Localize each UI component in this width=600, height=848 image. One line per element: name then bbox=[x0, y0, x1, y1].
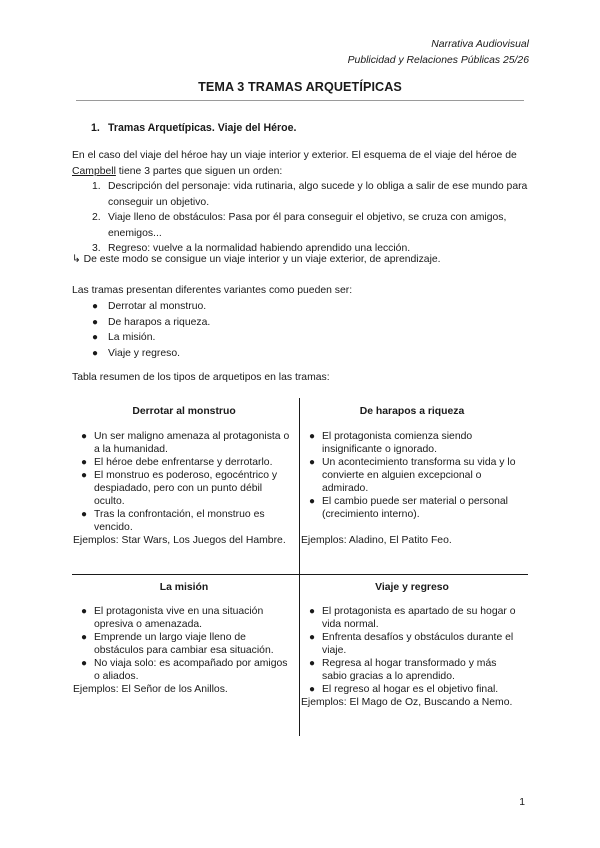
list-item bbox=[76, 508, 292, 534]
campbell-link[interactable]: Campbell bbox=[72, 165, 116, 177]
bullet-icon: ● bbox=[81, 457, 88, 468]
bullet-icon: ● bbox=[92, 316, 99, 328]
list-item bbox=[304, 495, 520, 521]
bullet-icon: ● bbox=[309, 457, 316, 468]
item-text: El cambio puede ser material o personal (crecimiento interno). bbox=[322, 496, 508, 520]
item-text: El monstruo es poderoso, egocéntrico y despiadado, pero con un punto débil oculto. bbox=[94, 470, 278, 507]
variants-intro: Las tramas presentan diferentes variantes como pueden ser: bbox=[72, 285, 353, 296]
item-text: El protagonista comienza siendo insignificante o ignorado. bbox=[322, 431, 473, 455]
step-text: Viaje lleno de obstáculos: Pasa por él para conseguir el objetivo, se cruza con amigos, enemigos... bbox=[108, 212, 507, 239]
cell-title: La misión bbox=[159, 582, 209, 593]
item-text: Tras la confrontación, el monstruo es vencido. bbox=[94, 509, 265, 533]
intro-paragraph bbox=[72, 148, 532, 179]
item-text: Emprende un largo viaje lleno de obstáculos para cambiar esa situación. bbox=[94, 632, 274, 656]
course-name: Narrativa Audiovisual bbox=[431, 39, 529, 50]
item-text: El regreso al hogar es el objetivo final. bbox=[322, 684, 499, 695]
bullet-icon: ● bbox=[81, 658, 88, 669]
item-text: Regresa al hogar transformado y más sabio gracias a lo aprendido. bbox=[322, 658, 497, 682]
bullet-icon: ● bbox=[309, 658, 316, 669]
table-cell-voyage-return bbox=[301, 581, 520, 709]
list-item bbox=[304, 430, 520, 456]
list-item bbox=[304, 605, 520, 631]
bullet-icon: ● bbox=[81, 509, 88, 520]
page-number: 1 bbox=[519, 797, 525, 808]
item-text: El héroe debe enfrentarse y derrotarlo. bbox=[94, 457, 273, 468]
bullet-icon: ● bbox=[309, 632, 316, 643]
table-intro: Tabla resumen de los tipos de arquetipos en las tramas: bbox=[72, 372, 330, 383]
bullet-icon: ● bbox=[309, 496, 316, 507]
title-divider bbox=[76, 100, 524, 101]
step-number: 1. bbox=[92, 181, 101, 192]
bullet-icon: ● bbox=[309, 684, 316, 695]
intro-text-2: tiene 3 partes que siguen un orden: bbox=[115, 165, 283, 177]
degree-name: Publicidad y Relaciones Públicas 25/26 bbox=[347, 55, 529, 66]
list-item bbox=[92, 210, 532, 241]
cell-examples: Ejemplos: El Mago de Oz, Buscando a Nemo. bbox=[301, 697, 513, 708]
bullet-icon: ● bbox=[92, 301, 99, 312]
cell-list bbox=[304, 605, 520, 696]
list-item bbox=[92, 346, 210, 362]
arrow-icon: ↳ bbox=[72, 254, 81, 265]
cell-examples: Ejemplos: El Señor de los Anillos. bbox=[73, 684, 228, 695]
list-item bbox=[304, 657, 520, 683]
bullet-icon: ● bbox=[81, 632, 88, 643]
list-item bbox=[76, 456, 292, 469]
section-heading bbox=[91, 122, 296, 134]
list-item bbox=[92, 315, 210, 331]
cell-title: Viaje y regreso bbox=[375, 582, 449, 593]
item-text: Un acontecimiento transforma su vida y lo convierte en alguien excepcional o admirado. bbox=[322, 457, 516, 494]
list-item bbox=[76, 657, 292, 683]
conclusion-text: De este modo se consigue un viaje interior y un viaje exterior, de aprendizaje. bbox=[83, 254, 441, 265]
list-item bbox=[304, 456, 520, 495]
variant-text: Viaje y regreso. bbox=[108, 347, 181, 359]
list-item bbox=[76, 430, 292, 456]
variant-text: La misión. bbox=[108, 332, 156, 343]
list-item bbox=[304, 683, 520, 696]
cell-list bbox=[76, 605, 292, 683]
step-text: Descripción del personaje: vida rutinaria, algo sucede y lo obliga a salir de ese mundo para conseguir un objetivo. bbox=[108, 181, 528, 208]
item-text: Un ser maligno amenaza al protagonista o a la humanidad. bbox=[94, 431, 290, 455]
intro-text-1: En el caso del viaje del héroe hay un viaje interior y exterior. El esquema de el viaje del héroe de bbox=[72, 150, 517, 161]
step-text: Regreso: vuelve a la normalidad habiendo aprendido una lección. bbox=[108, 243, 411, 254]
table-cell-monster bbox=[73, 405, 292, 547]
list-item bbox=[76, 631, 292, 657]
bullet-icon: ● bbox=[81, 431, 88, 442]
variant-text: De harapos a riqueza. bbox=[108, 316, 211, 328]
variant-text: Derrotar al monstruo. bbox=[108, 301, 207, 312]
cell-list bbox=[76, 430, 292, 534]
list-item bbox=[92, 330, 210, 346]
item-text: El protagonista es apartado de su hogar o vida normal. bbox=[322, 606, 516, 630]
cell-title: De harapos a riqueza bbox=[359, 406, 465, 417]
bullet-icon: ● bbox=[81, 470, 88, 481]
list-item bbox=[76, 469, 292, 508]
list-item bbox=[92, 299, 210, 315]
variants-list bbox=[92, 299, 210, 361]
item-text: El protagonista vive en una situación opresiva o amenazada. bbox=[94, 606, 264, 630]
list-item bbox=[76, 605, 292, 631]
item-text: No viaja solo: es acompañado por amigos o aliados. bbox=[94, 658, 288, 682]
section-number: 1. bbox=[91, 122, 100, 134]
table-row-divider bbox=[72, 574, 528, 575]
steps-list bbox=[92, 179, 532, 257]
bullet-icon: ● bbox=[92, 347, 99, 359]
bullet-icon: ● bbox=[309, 431, 316, 442]
table-cell-rags-to-riches bbox=[301, 405, 520, 547]
list-item bbox=[92, 179, 532, 210]
section-title: Tramas Arquetípicas. Viaje del Héroe. bbox=[108, 122, 297, 134]
archetype-table bbox=[72, 398, 528, 736]
table-column-divider bbox=[299, 398, 300, 736]
cell-list bbox=[304, 430, 520, 521]
conclusion-line bbox=[72, 252, 532, 268]
bullet-icon: ● bbox=[92, 332, 99, 343]
page-title: TEMA 3 TRAMAS ARQUETÍPICAS bbox=[198, 80, 402, 94]
cell-examples: Ejemplos: Star Wars, Los Juegos del Hambre. bbox=[73, 535, 286, 546]
item-text: Enfrenta desafíos y obstáculos durante el viaje. bbox=[322, 632, 514, 656]
page-header bbox=[348, 37, 529, 69]
list-item bbox=[304, 631, 520, 657]
step-number: 3. bbox=[92, 243, 101, 254]
cell-title: Derrotar al monstruo bbox=[132, 406, 236, 417]
bullet-icon: ● bbox=[81, 606, 88, 617]
cell-examples: Ejemplos: Aladino, El Patito Feo. bbox=[301, 535, 452, 546]
table-cell-quest bbox=[73, 581, 292, 696]
step-number: 2. bbox=[92, 212, 101, 223]
bullet-icon: ● bbox=[309, 606, 316, 617]
